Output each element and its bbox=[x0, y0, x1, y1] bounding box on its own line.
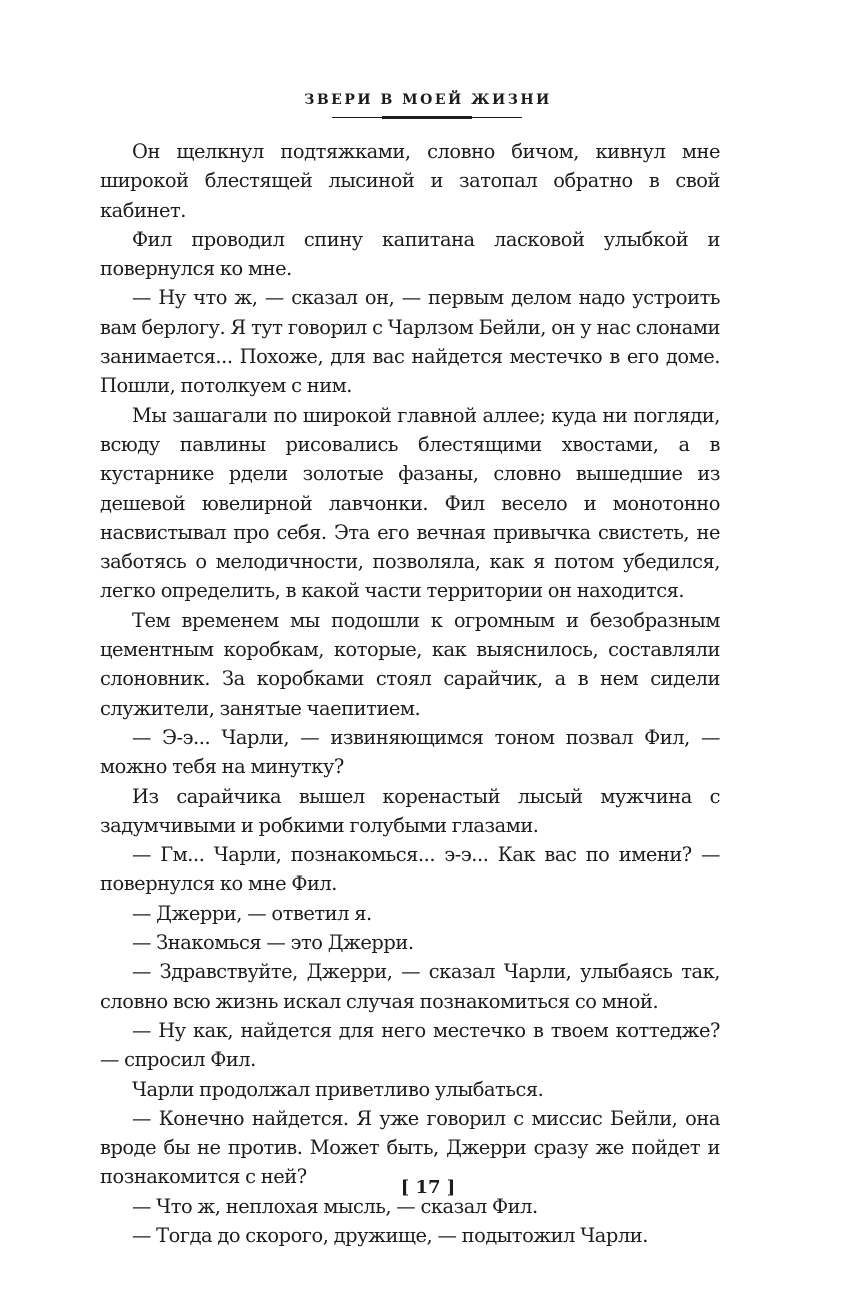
paragraph: — Здравствуйте, Джерри, — сказал Чарли, улыбаясь так, словно всю жизнь искал случая познакомиться со мной. bbox=[100, 960, 720, 1013]
paragraph: Фил проводил спину капитана ласковой улыбкой и повернулся ко мне. bbox=[100, 227, 720, 281]
page-number: [ 17 ] bbox=[400, 1177, 456, 1198]
paragraph: — Тогда до скорого, дружище, — подытожил Чарли. bbox=[132, 1223, 648, 1247]
header-rule-accent bbox=[382, 116, 472, 119]
paragraph: Тем временем мы подошли к огромным и безобразным цементным коробкам, которые, как выяснилось, составляли слоновник. За коробками стоял сарайчик, а в нем сидели служители, занятые чаепитием. bbox=[100, 608, 720, 720]
paragraph: — Ну как, найдется для него местечко в твоем коттедже? — спросил Фил. bbox=[100, 1018, 720, 1072]
paragraph: — Знакомься — это Джерри. bbox=[132, 931, 414, 955]
paragraph: — Джерри, — ответил я. bbox=[132, 901, 372, 925]
running-title: ЗВЕРИ В МОЕЙ ЖИЗНИ bbox=[304, 92, 552, 108]
paragraph: Он щелкнул подтяжками, словно бичом, кивнул мне широкой блестящей лысиной и затопал обратно в свой кабинет. bbox=[100, 140, 720, 222]
paragraph: — Что ж, неплохая мысль, — сказал Фил. bbox=[132, 1194, 538, 1218]
paragraph: Из сарайчика вышел коренастый лысый мужчина с задумчивыми и робкими голубыми глазами. bbox=[100, 784, 720, 837]
paragraph: — Гм... Чарли, познакомься... э-э... Как вас по имени? — повернулся ко мне Фил. bbox=[100, 843, 720, 896]
paragraph: Мы зашагали по широкой главной аллее; куда ни погляди, всюду павлины рисовались блестящими хвостами, а в кустарнике рдели золотые фазаны, словно вышедшие из дешевой ювелирной лавчонки. Фил весело и монотонно насвистывал про себя. Эта его вечная привычка свистеть, не заботясь о мелодичности, позволяла, как я потом убедился, легко определить, в какой части территории он находится. bbox=[100, 403, 720, 603]
paragraph: — Ну что ж, — сказал он, — первым делом надо устроить вам берлогу. Я тут говорил с Чарлзом Бейли, он у нас слонами занимается... Похоже, для вас найдется местечко в его доме. Пошли, потолкуем с ним. bbox=[100, 286, 720, 398]
paragraph: — Э-э... Чарли, — извиняющимся тоном позвал Фил, — можно тебя на минутку? bbox=[100, 725, 720, 779]
paragraph: Чарли продолжал приветливо улыбаться. bbox=[132, 1077, 544, 1101]
paragraph: — Конечно найдется. Я уже говорил с миссис Бейли, она вроде бы не против. Может быть, Джерри сразу же пойдет и познакомится с ней? bbox=[100, 1106, 720, 1189]
body-text bbox=[100, 137, 720, 1250]
